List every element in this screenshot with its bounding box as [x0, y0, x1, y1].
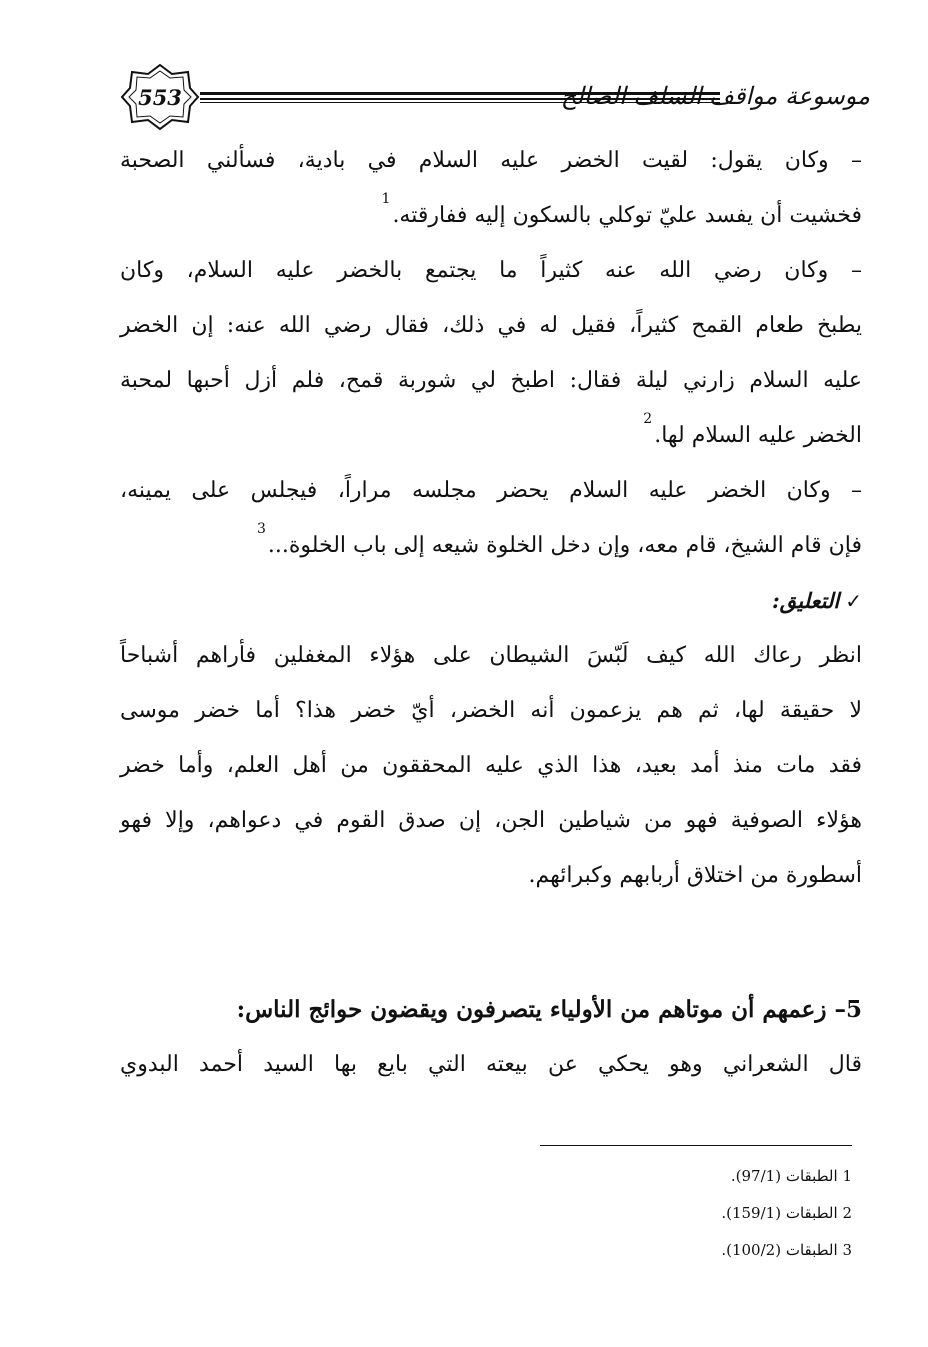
- main-text: [120, 133, 862, 903]
- page-header: [120, 62, 870, 132]
- footnotes: [540, 1158, 852, 1269]
- text-line: فإن قام الشيخ، قام معه، وإن دخل الخلوة شيعه إلى باب الخلوة...$^3$: [256, 521, 862, 558]
- text-line: فخشيت أن يفسد عليّ توكلي بالسكون إليه ففارقته.$^1$: [381, 191, 862, 228]
- footnote: 1 الطبقات (97/1).: [730, 1167, 852, 1185]
- footnote: 2 الطبقات (159/1).: [721, 1204, 852, 1222]
- text-line: فقد مات منذ أمد بعيد، هذا الذي عليه المحققون من أهل العلم، وأما خضر: [120, 753, 862, 778]
- book-title: موسوعة مواقف السلف الصالح: [560, 82, 870, 110]
- checkmark-icon: ✓: [845, 589, 862, 613]
- text-line: انظر رعاك الله كيف لَبّسَ الشيطان على هؤلاء المغفلين فأراهم أشباحاً: [120, 643, 862, 668]
- text-line: يطبخ طعام القمح كثيراً، فقيل له في ذلك، فقال رضي الله عنه: إن الخضر: [120, 313, 862, 338]
- text-line: – وكان يقول: لقيت الخضر عليه السلام في بادية، فسألني الصحبة: [120, 148, 862, 173]
- text-line: أسطورة من اختلاق أربابهم وكبرائهم.: [528, 863, 862, 888]
- text-line: لا حقيقة لها، ثم هم يزعمون أنه الخضر، أيّ خضر هذا؟ أما خضر موسى: [120, 698, 862, 723]
- text-line: هؤلاء الصوفية فهو من شياطين الجن، إن صدق القوم في دعواهم، وإلا فهو: [120, 808, 862, 833]
- footnote-divider: [540, 1145, 852, 1146]
- text-line: – وكان رضي الله عنه كثيراً ما يجتمع بالخضر عليه السلام، وكان: [120, 258, 862, 283]
- section-heading: 5– زعمهم أن موتاهم من الأولياء يتصرفون ويقضون حوائج الناس:: [236, 996, 862, 1023]
- text-line: قال الشعراني وهو يحكي عن بيعته التي بايع بها السيد أحمد البدوي: [120, 1052, 862, 1077]
- footnote-ref: 3: [256, 521, 266, 537]
- footnote: 3 الطبقات (100/2).: [721, 1241, 852, 1259]
- page-number-badge: [120, 62, 200, 132]
- footnote-ref: 2: [643, 411, 653, 427]
- page-number: 553: [138, 84, 182, 110]
- text-line: عليه السلام زارني ليلة فقال: اطبخ لي شوربة قمح، فلم أزل أحبها لمحبة: [120, 368, 862, 393]
- comment-heading-line: [120, 573, 862, 628]
- footnote-ref: 1: [381, 191, 391, 207]
- text-line: – وكان الخضر عليه السلام يحضر مجلسه مراراً، فيجلس على يمينه،: [120, 478, 862, 503]
- comment-heading: التعليق:: [771, 588, 840, 613]
- text-line: الخضر عليه السلام لها.$^2$: [643, 411, 862, 448]
